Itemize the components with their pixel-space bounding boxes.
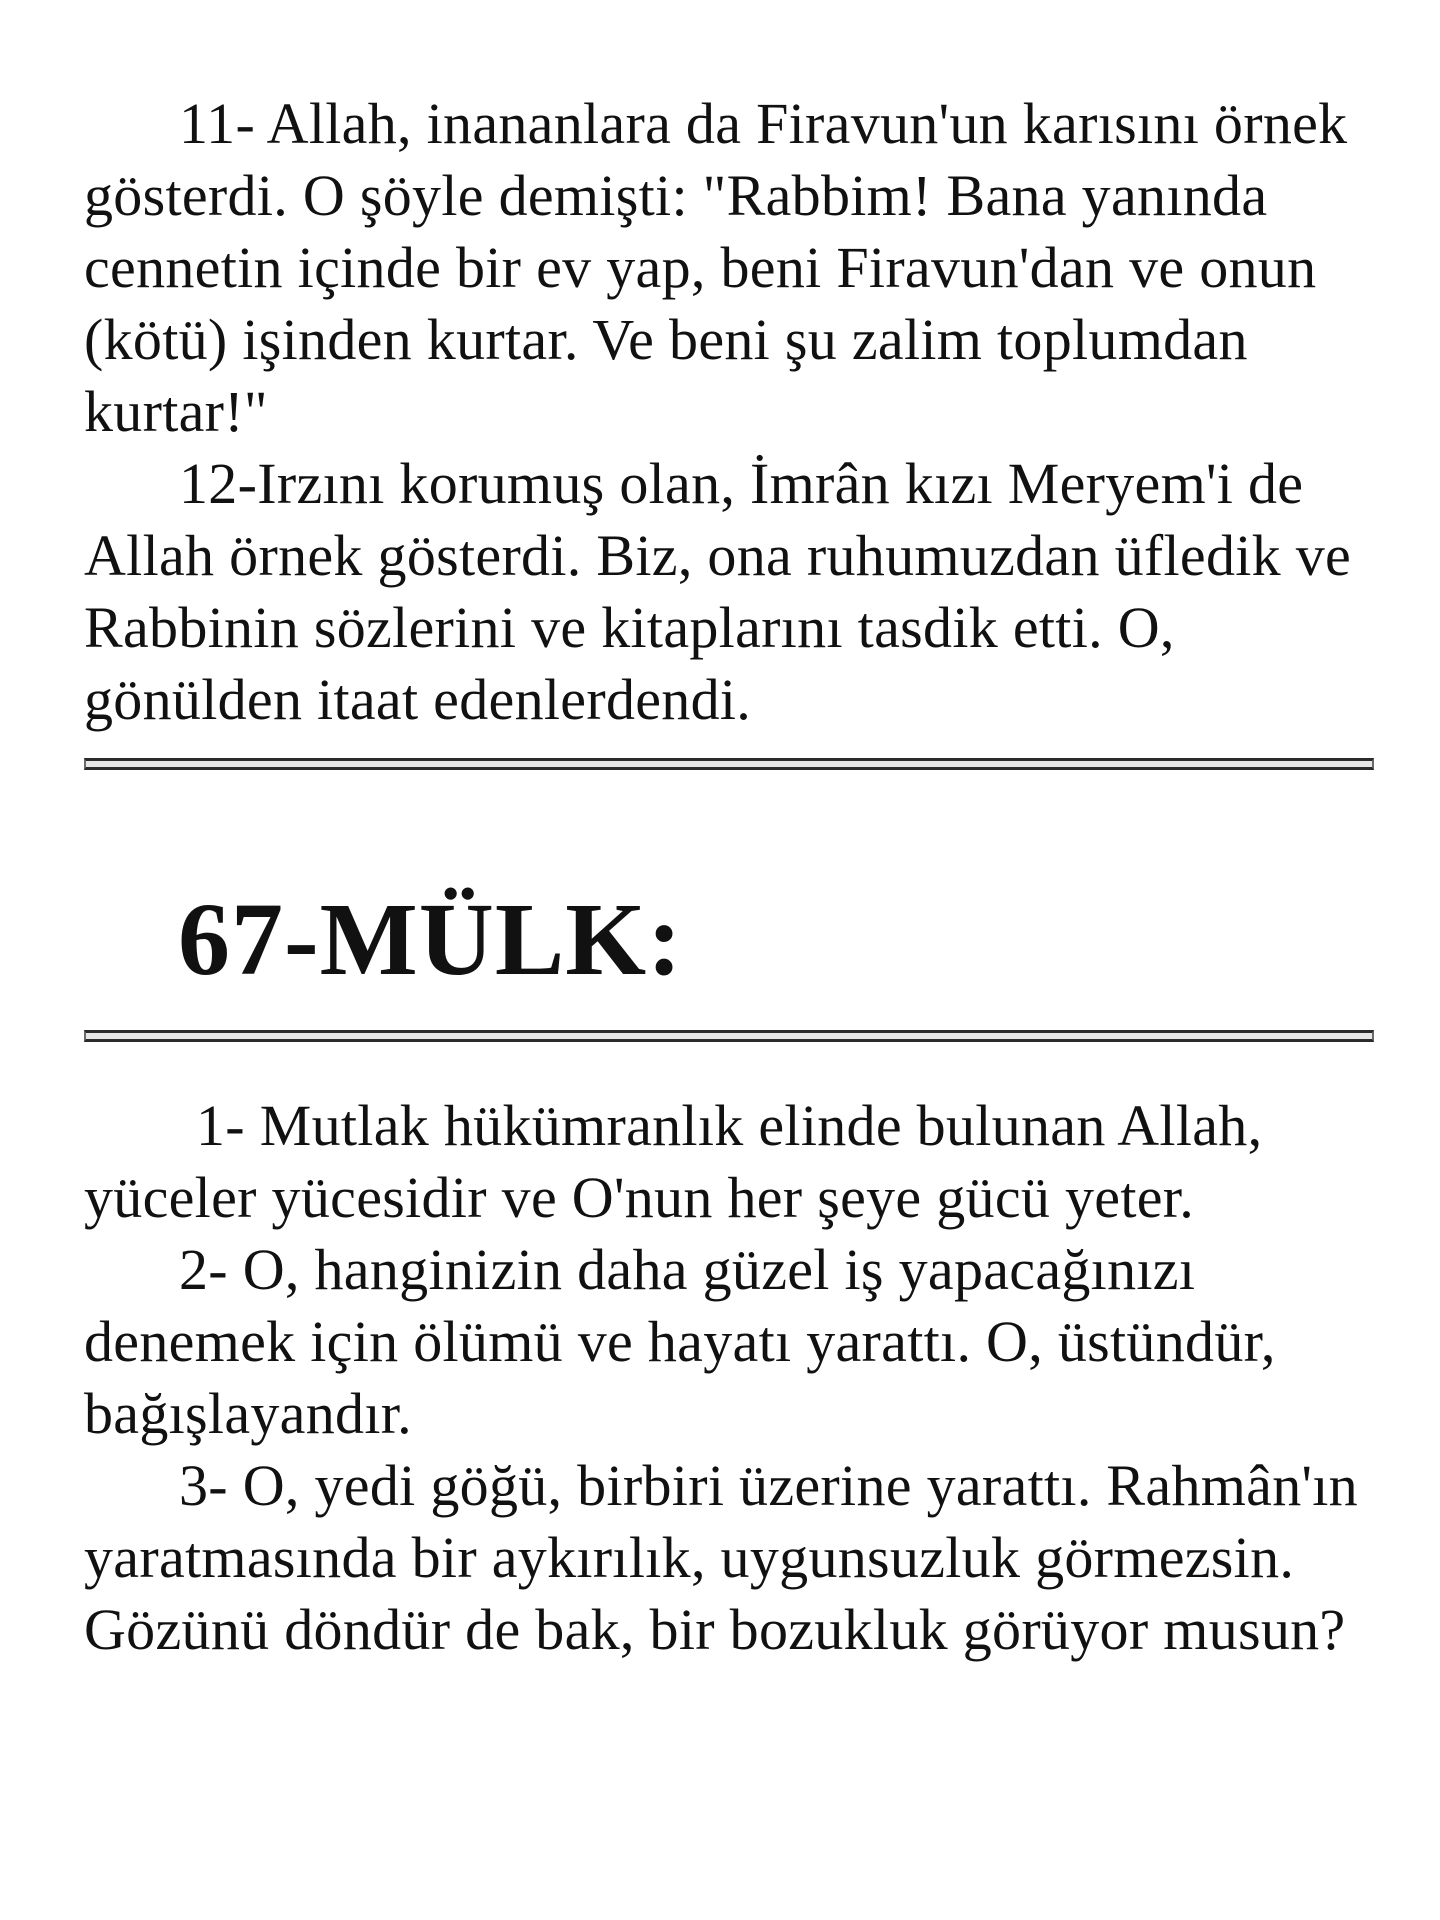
verse-2: 2- O, hanginizin daha güzel iş yapacağınızı denemek için ölümü ve hayatı yarattı. O, üstündür, bağışlayandır. <box>84 1237 1276 1446</box>
previous-surah-verses <box>84 88 1374 736</box>
divider-top <box>84 758 1374 770</box>
verse-3: 3- O, yedi göğü, birbiri üzerine yarattı. Rahmân'ın yaratmasında bir aykırılık, uygunsuzluk görmezsin. Gözünü döndür de bak, bir bozukluk görüyor musun? <box>84 1453 1358 1662</box>
verse-11: 11- Allah, inananlara da Firavun'un karısını örnek gösterdi. O şöyle demişti: "Rabbim! Bana yanında cennetin içinde bir ev yap, beni Firavun'dan ve onun (kötü) işinden kurtar. Ve beni şu zalim toplumdan kurtar!" <box>84 91 1348 444</box>
verse-1: 1- Mutlak hükümranlık elinde bulunan Allah, yüceler yücesidir ve O'nun her şeye gücü yeter. <box>84 1093 1263 1230</box>
verse-12: 12-Irzını korumuş olan, İmrân kızı Meryem'i de Allah örnek gösterdi. Biz, ona ruhumuzdan üfledik ve Rabbinin sözlerini ve kitaplarını tasdik etti. O, gönülden itaat edenlerdendi. <box>84 451 1352 732</box>
surah-verses <box>84 1090 1374 1666</box>
surah-title: 67-MÜLK: <box>178 882 683 997</box>
divider-bottom <box>84 1030 1374 1042</box>
